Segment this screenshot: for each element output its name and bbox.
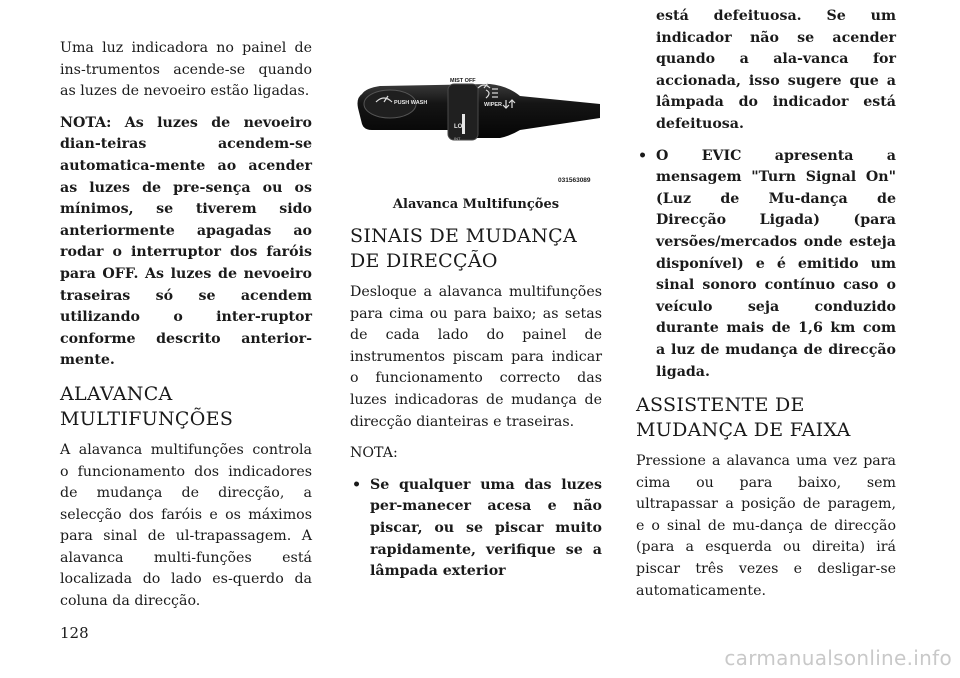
bullet-text: O EVIC apresenta a mensagem "Turn Signal On" (Luz de Mu-dança de Direcção Ligada) (para versões/mercados onde esteja disponível) e é emitido um sinal sonoro contínuo caso o veículo seja conduzido durante mais de 1,6 km com a luz de mudança de direcção ligada. [656, 147, 896, 380]
int-label: INT [454, 136, 461, 141]
turn-signal-paragraph: Desloque a alavanca multifunções para cima ou para baixo; as setas de cada lado do painel de instrumentos piscam para indicar o funcionamento correcto das luzes indicadoras de mudança de direcção dianteiras e traseiras. [350, 284, 602, 430]
fog-light-indicator-paragraph: Uma luz indicadora no painel de ins-trumentos acende-se quando as luzes de nevoeiro estão ligadas. [60, 40, 312, 100]
lane-change-paragraph: Pressione a alavanca uma vez para cima ou para baixo, sem ultrapassar a posição de paragem, e o sinal de mu-dança de direcção (para a esquerda ou direita) irá piscar três vezes e desligar-se automaticamente. [636, 453, 896, 599]
bullet-icon: • [638, 147, 648, 164]
figure-caption: Alavanca Multifunções [392, 197, 560, 212]
ring-indicator [462, 114, 465, 134]
watermark: carmanualsonline.info [724, 646, 952, 670]
section-heading-multifunction-lever: ALAVANCA MULTIFUNÇÕES [60, 382, 234, 430]
column-right [636, 0, 896, 602]
bullet-item-bulb-check [350, 475, 602, 583]
bullet-text: Se qualquer uma das luzes per-manecer acesa e não piscar, ou se piscar muito rapidamente, verifique se a lâmpada exterior [370, 476, 602, 580]
figure-code: 031563089 [558, 177, 591, 184]
section-heading-lane-change-assist: ASSISTENTE DE MUDANÇA DE FAIXA [636, 394, 851, 442]
turn-signal-note-label: NOTA: [350, 445, 398, 462]
bullet-item-evic-message [636, 146, 896, 384]
push-wash-label: PUSH WASH [394, 100, 428, 106]
multifunction-lever-paragraph: A alavanca multifunções controla o funcionamento dos indicadores de mudança de direcção, a selecção dos faróis e os máximos para sinal de ul-trapassagem. A alavanca multi-funções está localizada do lado es-querdo da coluna da direcção. [60, 441, 312, 610]
bullet-continuation [636, 0, 896, 136]
column-left [60, 38, 312, 613]
bullet-continuation-text: está defeituosa. Se um indicador não se acender quando a ala-vanca for accionada, isso sugere que a lâmpada do indicador está defeituosa. [656, 8, 896, 132]
fog-light-note: NOTA: As luzes de nevoeiro dian-teiras acendem-se automatica-mente ao acender as luzes de pre-sença ou os mínimos, se tiverem sido anteriormente apagadas ao rodar o interruptor dos faróis para OFF. As luzes de nevoeiro traseiras só se acendem utilizando o inter-ruptor conforme descrito anterior-mente. [60, 114, 312, 369]
bullet-icon: • [352, 476, 362, 493]
wiper-label: WIPER [484, 102, 503, 108]
mist-off-label: MIST OFF [450, 78, 476, 84]
lo-label: LO [454, 124, 463, 130]
section-heading-turn-signals: SINAIS DE MUDANÇA DE DIRECÇÃO [350, 225, 577, 272]
multifunction-lever-illustration [350, 74, 602, 192]
column-middle [350, 74, 602, 583]
page-number: 128 [60, 624, 89, 642]
multifunction-lever-figure [350, 74, 602, 192]
